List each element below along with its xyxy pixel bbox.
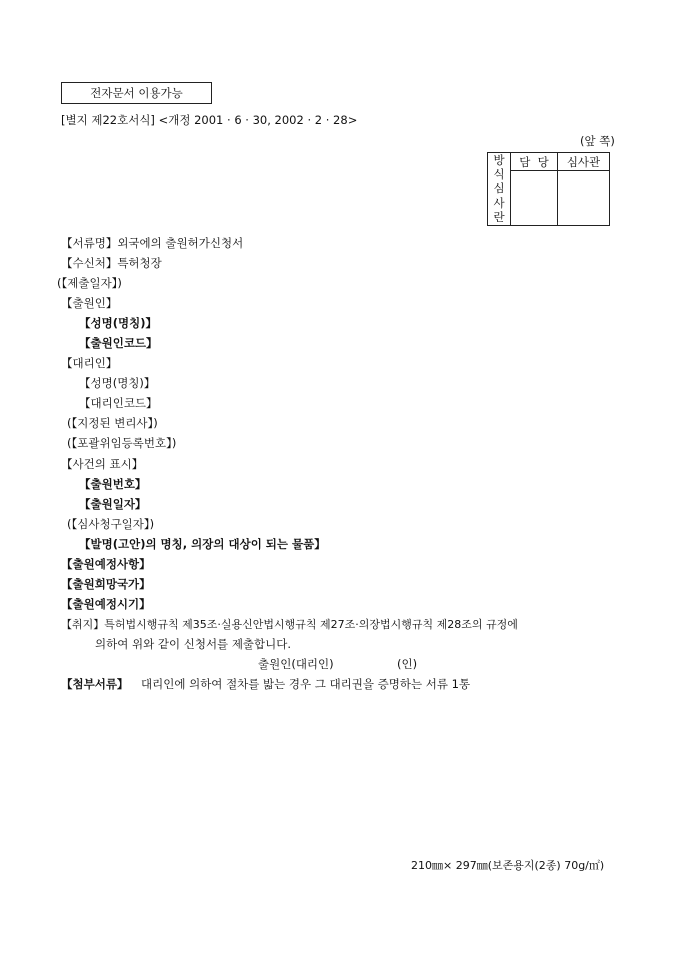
field-applicant: 【출원인】: [61, 296, 118, 310]
field-planned-time: 【출원예정시기】: [61, 597, 151, 611]
examiner-stamp-cell: [558, 171, 610, 226]
field-doc-name: 【서류명】외국에의 출원허가신청서: [61, 236, 244, 250]
field-invention-title: 【발명(고안)의 명칭, 의장의 대상이 되는 물품】: [79, 537, 326, 551]
field-agent-code: 【대리인코드】: [79, 396, 158, 410]
field-purpose-line2: 의하여 위와 같이 신청서를 제출합니다.: [95, 637, 292, 651]
review-label-char: 식: [493, 167, 505, 182]
field-purpose-line1: 【취지】특허법시행규칙 제35조·실용신안법시행규칙 제27조·의장법시행규칙 제28조의 규정에: [61, 618, 518, 631]
field-general-reg-no: (【포괄위임등록번호】): [67, 436, 177, 450]
officer-header: 담 당: [511, 153, 558, 171]
field-planned-matters: 【출원예정사항】: [61, 557, 151, 571]
field-app-number: 【출원번호】: [79, 477, 147, 491]
attachments-text: 대리인에 의하여 절차를 밟는 경우 그 대리권을 증명하는 서류 1통: [141, 677, 471, 691]
review-label-char: 사: [493, 195, 505, 210]
field-recipient: 【수신처】특허청장: [61, 256, 162, 270]
field-agent-name: 【성명(명칭)】: [79, 376, 156, 390]
field-app-date: 【출원일자】: [79, 497, 147, 511]
review-label-char: 방: [493, 153, 505, 167]
field-submit-date: (【제출일자】): [57, 276, 122, 290]
electronic-document-badge: 전자문서 이용가능: [61, 82, 212, 104]
field-case: 【사건의 표시】: [61, 457, 144, 471]
front-page-label: (앞 쪽): [580, 134, 615, 148]
field-agent: 【대리인】: [61, 356, 118, 370]
review-label-char: 란: [493, 209, 505, 224]
officer-stamp-cell: [511, 171, 558, 226]
review-section-label: [488, 153, 511, 226]
form-number: [별지 제22호서식] <개정 2001 · 6 · 30, 2002 · 2 · 28>: [61, 113, 358, 127]
field-desired-countries: 【출원희망국가】: [61, 577, 151, 591]
signature-label: 출원인(대리인): [258, 657, 334, 671]
field-exam-request-date: (【심사청구일자】): [67, 517, 155, 531]
review-stamp-table: [487, 152, 610, 226]
review-label-char: 심: [493, 181, 505, 196]
seal-mark: (인): [397, 657, 418, 671]
field-applicant-code: 【출원인코드】: [79, 336, 158, 350]
field-designated-attorney: (【지정된 변리사】): [67, 416, 158, 430]
paper-spec-footer: 210㎜× 297㎜(보존용지(2종) 70g/㎡): [411, 859, 605, 872]
examiner-header: 심사관: [558, 153, 610, 171]
field-applicant-name: 【성명(명칭)】: [79, 316, 157, 330]
attachments-label: 【첨부서류】: [61, 677, 129, 691]
